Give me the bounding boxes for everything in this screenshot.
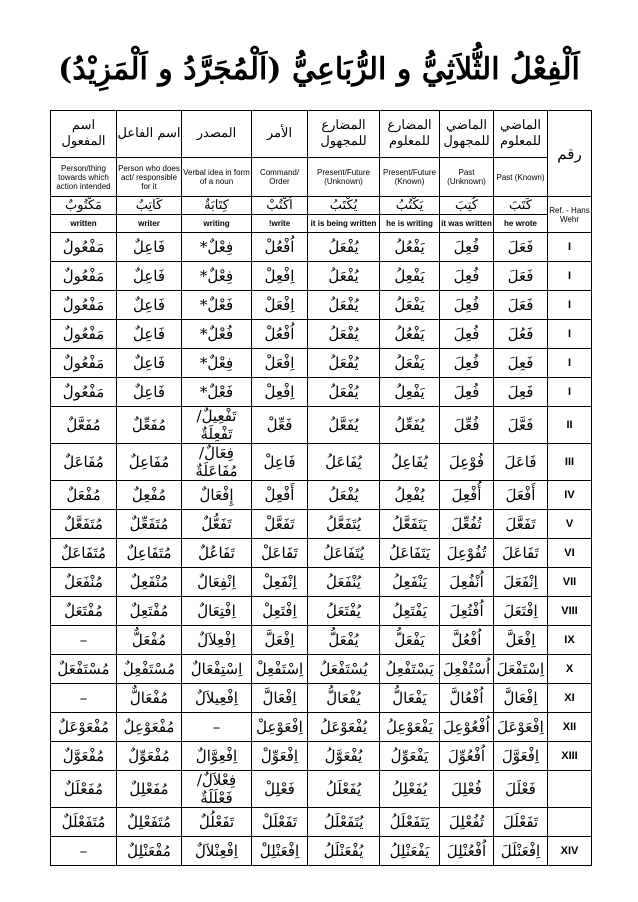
- cell-active-participle: فَاعِلٌ: [117, 378, 182, 407]
- cell-present-passive: يُتَفَعَّلُ: [308, 510, 380, 539]
- cell-form-number: V: [548, 510, 592, 539]
- cell-past-passive: اُفْعُنْلِلَ: [440, 837, 494, 866]
- cell-form-number: [548, 808, 592, 837]
- cell-past-passive: اُفْعُالَّ: [440, 684, 494, 713]
- header-imperative: الأمر: [252, 111, 308, 158]
- table-row: [51, 481, 592, 510]
- cell-passive-participle: مَفْعُولٌ: [51, 349, 117, 378]
- cell-past-passive: اُسْتُفْعِلَ: [440, 655, 494, 684]
- header-arabic-row: [51, 111, 592, 158]
- cell-passive-participle: مُفْعَلٌ: [51, 481, 117, 510]
- cell-past-passive: تُفُعِّلَ: [440, 510, 494, 539]
- cell-past-active: فَعُلَ: [494, 320, 548, 349]
- cell-present-passive: يُفْعَالُّ: [308, 684, 380, 713]
- cell-masdar: فَعْلٌ*: [182, 291, 252, 320]
- table-row: [51, 291, 592, 320]
- cell-past-active: فَعَلَ: [494, 233, 548, 262]
- cell-present-active: يَنْفَعِلُ: [380, 568, 440, 597]
- cell-present-active: يَفْتَعِلُ: [380, 597, 440, 626]
- cell-imperative: اِفْعَوْعِلْ: [252, 713, 308, 742]
- cell-past-active: اِفْتَعَلَ: [494, 597, 548, 626]
- header-en-past-passive: Past (Unknown): [440, 158, 494, 197]
- translation-masdar: writing: [182, 215, 252, 233]
- cell-present-passive: يُفْعَوْعَلُ: [308, 713, 380, 742]
- cell-active-participle: مُتَفَاعِلٌ: [117, 539, 182, 568]
- cell-masdar: فِعْلٌ*: [182, 349, 252, 378]
- header-translation-row: [51, 215, 592, 233]
- cell-present-active: يَفْعَنْلِلُ: [380, 837, 440, 866]
- example-masdar: كِتَابَةٌ: [182, 197, 252, 215]
- cell-past-active: اِفْعَنْلَلَ: [494, 837, 548, 866]
- cell-form-number: XIV: [548, 837, 592, 866]
- header-example-row: [51, 197, 592, 215]
- cell-present-active: يَفْعِلُ: [380, 378, 440, 407]
- cell-present-active: يَفْعَلُ: [380, 349, 440, 378]
- header-english-row: [51, 158, 592, 197]
- cell-masdar: فَعْلٌ*: [182, 378, 252, 407]
- cell-form-number: I: [548, 262, 592, 291]
- cell-masdar: تَفْعِيلٌ/تَفْعِلَةٌ: [182, 407, 252, 444]
- cell-form-number: I: [548, 320, 592, 349]
- cell-passive-participle: مُفَعَّلٌ: [51, 407, 117, 444]
- example-active-participle: كَاتِبٌ: [117, 197, 182, 215]
- cell-present-active: يَسْتَفْعِلُ: [380, 655, 440, 684]
- translation-passive-participle: written: [51, 215, 117, 233]
- table-row: [51, 444, 592, 481]
- table-row: [51, 320, 592, 349]
- table-row: [51, 510, 592, 539]
- cell-imperative: اِفْعَلْ: [252, 291, 308, 320]
- cell-present-passive: يُفَعَّلُ: [308, 407, 380, 444]
- cell-passive-participle: –: [51, 837, 117, 866]
- header-en-present-active: Present/Future (Known): [380, 158, 440, 197]
- translation-imperative: write!: [252, 215, 308, 233]
- translation-present-active: he is writing: [380, 215, 440, 233]
- cell-form-number: IX: [548, 626, 592, 655]
- table-row: [51, 349, 592, 378]
- translation-past-passive: it was written: [440, 215, 494, 233]
- table-row: [51, 407, 592, 444]
- cell-imperative: اُفْعُلْ: [252, 320, 308, 349]
- cell-past-active: اِسْتَفْعَلَ: [494, 655, 548, 684]
- cell-form-number: VII: [548, 568, 592, 597]
- cell-masdar: تَفَاعُلٌ: [182, 539, 252, 568]
- example-imperative: اُكْتُبْ: [252, 197, 308, 215]
- cell-past-active: فَعَلَ: [494, 291, 548, 320]
- cell-passive-participle: مُفَعْلَلٌ: [51, 771, 117, 808]
- cell-active-participle: مُنْفَعِلٌ: [117, 568, 182, 597]
- cell-active-participle: مُتَفَعِّلٌ: [117, 510, 182, 539]
- cell-passive-participle: –: [51, 684, 117, 713]
- cell-past-passive: اُفْعُوْعِلَ: [440, 713, 494, 742]
- cell-masdar: اِفْتِعَالٌ: [182, 597, 252, 626]
- cell-masdar: اِنْفِعَالٌ: [182, 568, 252, 597]
- cell-active-participle: مُفْعَلٌّ: [117, 626, 182, 655]
- header-en-active-participle: Person who does act/ responsible for it: [117, 158, 182, 197]
- cell-present-passive: يُفْعَنْلَلُ: [308, 837, 380, 866]
- translation-present-passive: it is being written: [308, 215, 380, 233]
- header-active-participle: اسم الفاعل: [117, 111, 182, 158]
- cell-masdar: فُعْلٌ*: [182, 320, 252, 349]
- cell-passive-participle: مَفْعُولٌ: [51, 320, 117, 349]
- table-row: [51, 262, 592, 291]
- cell-past-active: فَعَلَ: [494, 262, 548, 291]
- example-passive-participle: مَكْتُوبٌ: [51, 197, 117, 215]
- cell-form-number: XII: [548, 713, 592, 742]
- cell-form-number: I: [548, 349, 592, 378]
- header-past-passive: الماضي للمجهول: [440, 111, 494, 158]
- cell-passive-participle: مُتَفَعْلَلٌ: [51, 808, 117, 837]
- header-masdar: المصدر: [182, 111, 252, 158]
- cell-present-passive: يُفْعَلُ: [308, 378, 380, 407]
- cell-active-participle: مُفْعَوْعِلٌ: [117, 713, 182, 742]
- cell-imperative: فَاعِلْ: [252, 444, 308, 481]
- cell-masdar: فِعَالٌ/مُفَاعَلَةٌ: [182, 444, 252, 481]
- header-en-masdar: Verbal idea in form of a noun: [182, 158, 252, 197]
- cell-masdar: اِفْعِوَّالٌ: [182, 742, 252, 771]
- cell-form-number: VIII: [548, 597, 592, 626]
- cell-present-active: يَفْعَلُ: [380, 291, 440, 320]
- cell-masdar: فِعْلٌ*: [182, 233, 252, 262]
- cell-present-passive: يُفْعَلُ: [308, 262, 380, 291]
- cell-past-passive: اُنْفُعِلَ: [440, 568, 494, 597]
- cell-present-passive: يُتَفَعْلَلُ: [308, 808, 380, 837]
- cell-imperative: أَفْعِلْ: [252, 481, 308, 510]
- cell-imperative: اِفْعِلْ: [252, 262, 308, 291]
- cell-form-number: [548, 771, 592, 808]
- table-row: [51, 684, 592, 713]
- table-row: [51, 626, 592, 655]
- cell-past-passive: فُعِّلَ: [440, 407, 494, 444]
- cell-passive-participle: مُتَفَاعَلٌ: [51, 539, 117, 568]
- cell-masdar: اِسْتِفْعَالٌ: [182, 655, 252, 684]
- table-row: [51, 837, 592, 866]
- table-row: [51, 597, 592, 626]
- cell-masdar: تَفَعْلُلٌ: [182, 808, 252, 837]
- cell-past-active: اِفْعَالَّ: [494, 684, 548, 713]
- cell-active-participle: مُتَفَعْلِلٌ: [117, 808, 182, 837]
- cell-present-passive: يُسْتَفْعَلُ: [308, 655, 380, 684]
- cell-form-number: I: [548, 233, 592, 262]
- cell-passive-participle: مُتَفَعَّلٌ: [51, 510, 117, 539]
- table-row: [51, 808, 592, 837]
- cell-present-passive: يُفْعَلُ: [308, 320, 380, 349]
- cell-past-active: تَفَعْلَلَ: [494, 808, 548, 837]
- cell-passive-participle: مُنْفَعَلٌ: [51, 568, 117, 597]
- cell-active-participle: مُفْعِلٌ: [117, 481, 182, 510]
- cell-present-active: يَفْعُلُ: [380, 233, 440, 262]
- cell-imperative: فَعِّلْ: [252, 407, 308, 444]
- cell-imperative: اِفْعَالَّ: [252, 684, 308, 713]
- cell-past-passive: فُعِلَ: [440, 349, 494, 378]
- cell-form-number: I: [548, 378, 592, 407]
- table-row: [51, 539, 592, 568]
- cell-present-passive: يُفْعَلُ: [308, 481, 380, 510]
- cell-active-participle: فَاعِلٌ: [117, 233, 182, 262]
- cell-passive-participle: مَفْعُولٌ: [51, 378, 117, 407]
- example-past-passive: كُتِبَ: [440, 197, 494, 215]
- cell-imperative: اِنْفَعِلْ: [252, 568, 308, 597]
- cell-present-passive: يُفْعَوَّلُ: [308, 742, 380, 771]
- cell-past-active: فَعَّلَ: [494, 407, 548, 444]
- cell-imperative: اُفْعُلْ: [252, 233, 308, 262]
- cell-present-passive: يُنْفَعَلُ: [308, 568, 380, 597]
- cell-past-active: اِفْعَوْعَلَ: [494, 713, 548, 742]
- cell-passive-participle: مُفْتَعَلٌ: [51, 597, 117, 626]
- cell-past-passive: اُفْعُلَّ: [440, 626, 494, 655]
- cell-past-active: اِفْعَوَّلَ: [494, 742, 548, 771]
- cell-passive-participle: –: [51, 626, 117, 655]
- cell-active-participle: مُفْعَنْلِلٌ: [117, 837, 182, 866]
- cell-imperative: اِفْعَلَّ: [252, 626, 308, 655]
- header-passive-participle: اسم المفعول: [51, 111, 117, 158]
- cell-past-active: تَفَعَّلَ: [494, 510, 548, 539]
- cell-past-active: تَفَاعَلَ: [494, 539, 548, 568]
- cell-imperative: اِفْعَلْ: [252, 349, 308, 378]
- cell-present-active: يَتَفَاعَلُ: [380, 539, 440, 568]
- table-row: [51, 233, 592, 262]
- header-en-present-passive: Present/Future (Unknown): [308, 158, 380, 197]
- cell-present-passive: يُفْعَلُ: [308, 349, 380, 378]
- example-past-active: كَتَبَ: [494, 197, 548, 215]
- cell-past-active: فَاعَلَ: [494, 444, 548, 481]
- cell-present-active: يُفَعِّلُ: [380, 407, 440, 444]
- cell-past-active: فَعْلَلَ: [494, 771, 548, 808]
- cell-imperative: اِفْعَوِّلْ: [252, 742, 308, 771]
- cell-active-participle: فَاعِلٌ: [117, 320, 182, 349]
- cell-past-active: فَعِلَ: [494, 349, 548, 378]
- cell-active-participle: مُفَاعِلٌ: [117, 444, 182, 481]
- cell-imperative: تَفَعَّلْ: [252, 510, 308, 539]
- cell-active-participle: مُسْتَفْعِلٌ: [117, 655, 182, 684]
- cell-masdar: –: [182, 713, 252, 742]
- cell-active-participle: فَاعِلٌ: [117, 291, 182, 320]
- cell-present-active: يَتَفَعْلَلُ: [380, 808, 440, 837]
- cell-imperative: اِفْتَعِلْ: [252, 597, 308, 626]
- cell-past-active: اِنْفَعَلَ: [494, 568, 548, 597]
- cell-present-passive: يُفْعَلُّ: [308, 626, 380, 655]
- cell-masdar: اِفْعِيلاَلٌ: [182, 684, 252, 713]
- cell-present-passive: يُتَفَاعَلُ: [308, 539, 380, 568]
- cell-past-passive: تُفُعْلِلَ: [440, 808, 494, 837]
- translation-past-active: he wrote: [494, 215, 548, 233]
- cell-passive-participle: مُفْعَوَّلٌ: [51, 742, 117, 771]
- cell-masdar: اِفْعِنْلاَلٌ: [182, 837, 252, 866]
- cell-active-participle: فَاعِلٌ: [117, 349, 182, 378]
- cell-passive-participle: مَفْعُولٌ: [51, 291, 117, 320]
- translation-active-participle: writer: [117, 215, 182, 233]
- cell-masdar: تَفَعُّلٌ: [182, 510, 252, 539]
- header-en-passive-participle: Person/thing towards which action intended: [51, 158, 117, 197]
- cell-imperative: اِفْعَنْلِلْ: [252, 837, 308, 866]
- header-number: رقم: [548, 111, 592, 197]
- cell-active-participle: مُفَعْلِلٌ: [117, 771, 182, 808]
- cell-active-participle: مُفْتَعِلٌ: [117, 597, 182, 626]
- cell-imperative: اِسْتَفْعِلْ: [252, 655, 308, 684]
- cell-present-active: يُفَاعِلُ: [380, 444, 440, 481]
- cell-imperative: تَفَاعَلْ: [252, 539, 308, 568]
- table-row: [51, 378, 592, 407]
- cell-past-passive: اُفْعُوِّلَ: [440, 742, 494, 771]
- cell-present-passive: يُفَاعَلُ: [308, 444, 380, 481]
- cell-past-active: اِفْعَلَّ: [494, 626, 548, 655]
- cell-passive-participle: مُفَاعَلٌ: [51, 444, 117, 481]
- cell-passive-participle: مُسْتَفْعَلٌ: [51, 655, 117, 684]
- example-present-passive: يُكْتَبُ: [308, 197, 380, 215]
- cell-masdar: إِفْعَالٌ: [182, 481, 252, 510]
- cell-past-passive: اُفْتُعِلَ: [440, 597, 494, 626]
- header-en-imperative: Command/ Order: [252, 158, 308, 197]
- cell-past-passive: فُعْلِلَ: [440, 771, 494, 808]
- cell-form-number: III: [548, 444, 592, 481]
- example-present-active: يَكْتُبُ: [380, 197, 440, 215]
- cell-masdar: فِعْلٌ*: [182, 262, 252, 291]
- verb-forms-table: [50, 110, 592, 866]
- table-row: [51, 568, 592, 597]
- cell-past-active: فَعِلَ: [494, 378, 548, 407]
- cell-present-passive: يُفْعَلُ: [308, 291, 380, 320]
- cell-form-number: XI: [548, 684, 592, 713]
- table-row: [51, 655, 592, 684]
- cell-active-participle: فَاعِلٌ: [117, 262, 182, 291]
- cell-form-number: IV: [548, 481, 592, 510]
- cell-past-passive: فُعِلَ: [440, 378, 494, 407]
- cell-imperative: تَفَعْلَلْ: [252, 808, 308, 837]
- cell-present-active: يُفَعْلِلُ: [380, 771, 440, 808]
- cell-passive-participle: مَفْعُولٌ: [51, 262, 117, 291]
- cell-present-active: يَفْعَالُّ: [380, 684, 440, 713]
- cell-present-passive: يُفَعْلَلُ: [308, 771, 380, 808]
- cell-present-active: يَفْعِلُ: [380, 262, 440, 291]
- cell-form-number: II: [548, 407, 592, 444]
- cell-past-passive: أُفْعِلَ: [440, 481, 494, 510]
- cell-past-passive: فُعِلَ: [440, 320, 494, 349]
- table-row: [51, 742, 592, 771]
- header-en-past-active: Past (Known): [494, 158, 548, 197]
- cell-form-number: I: [548, 291, 592, 320]
- cell-present-active: يُفْعِلُ: [380, 481, 440, 510]
- cell-present-active: يَفْعَوِّلُ: [380, 742, 440, 771]
- cell-present-passive: يُفْعَلُ: [308, 233, 380, 262]
- cell-form-number: XIII: [548, 742, 592, 771]
- header-present-passive: المضارع للمجهول: [308, 111, 380, 158]
- cell-form-number: X: [548, 655, 592, 684]
- cell-active-participle: مُفْعَالٌّ: [117, 684, 182, 713]
- cell-past-passive: فُوْعِلَ: [440, 444, 494, 481]
- cell-past-passive: فُعِلَ: [440, 233, 494, 262]
- header-present-active: المضارع للمعلوم: [380, 111, 440, 158]
- header-past-active: الماضي للمعلوم: [494, 111, 548, 158]
- cell-masdar: فِعْلاَلٌ/فَعْلَلَةٌ: [182, 771, 252, 808]
- table-row: [51, 771, 592, 808]
- cell-passive-participle: مُفْعَوْعَلٌ: [51, 713, 117, 742]
- cell-passive-participle: مَفْعُولٌ: [51, 233, 117, 262]
- cell-masdar: اِفْعِلاَلٌ: [182, 626, 252, 655]
- page-title: اَلْفِعْلُ الثُّلاَثِيُّ و الرُّبَاعِيُّ (اَلْمُجَرَّدُ و اَلْمَزِيْدُ): [58, 52, 580, 87]
- reference-note: Ref. - Hans Wehr: [548, 197, 592, 233]
- cell-active-participle: مُفَعِّلٌ: [117, 407, 182, 444]
- cell-past-passive: فُعِلَ: [440, 291, 494, 320]
- table-row: [51, 713, 592, 742]
- cell-present-passive: يُفْتَعَلُ: [308, 597, 380, 626]
- cell-present-active: يَفْعَوْعِلُ: [380, 713, 440, 742]
- cell-past-passive: تُفُوْعِلَ: [440, 539, 494, 568]
- cell-active-participle: مُفْعَوِّلٌ: [117, 742, 182, 771]
- cell-past-active: أَفْعَلَ: [494, 481, 548, 510]
- cell-present-active: يَفْعَلُّ: [380, 626, 440, 655]
- cell-imperative: فَعْلِلْ: [252, 771, 308, 808]
- cell-past-passive: فُعِلَ: [440, 262, 494, 291]
- cell-present-active: يَفْعُلُ: [380, 320, 440, 349]
- cell-form-number: VI: [548, 539, 592, 568]
- cell-imperative: اِفْعِلْ: [252, 378, 308, 407]
- cell-present-active: يَتَفَعَّلُ: [380, 510, 440, 539]
